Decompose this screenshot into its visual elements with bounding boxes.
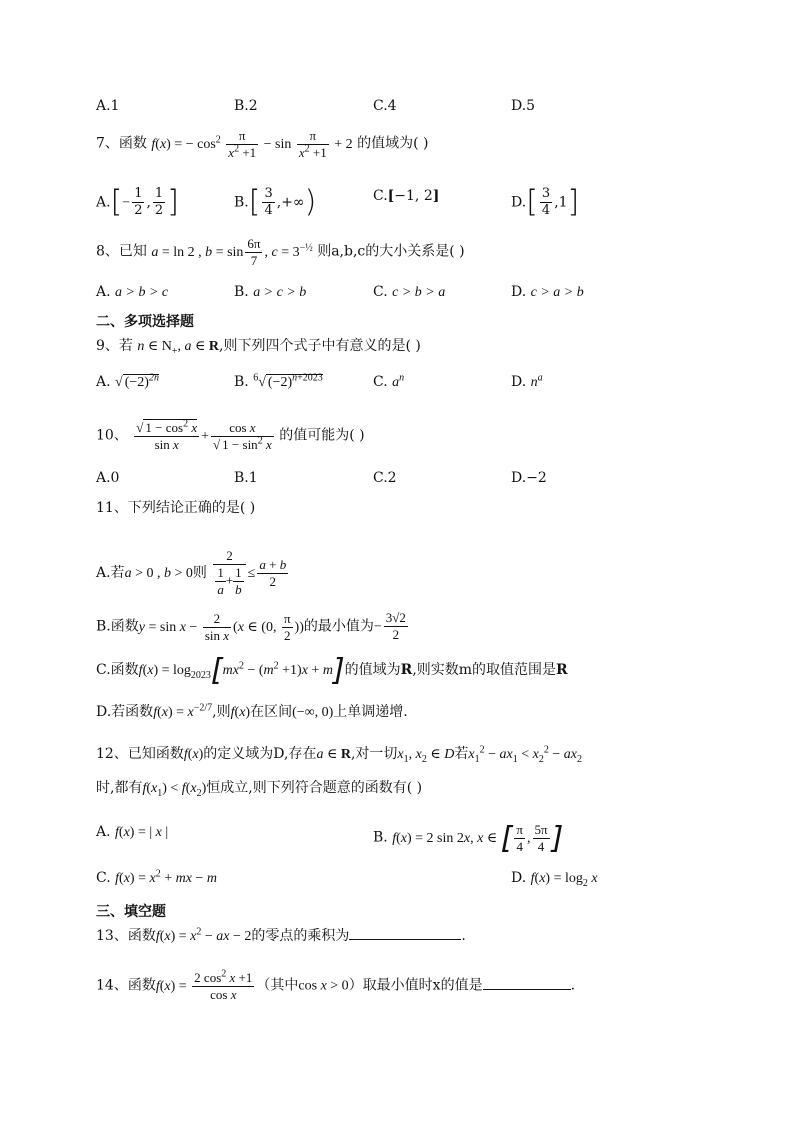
q11-d-mid: ,则 xyxy=(212,704,231,720)
q9-option-d-label: D. xyxy=(511,374,527,390)
q9-formula: n ∈ $N_+$, a ∈ R xyxy=(137,339,219,357)
q7-suffix: 的值域为( ) xyxy=(357,135,429,152)
q6-option-d: D.5 xyxy=(511,98,536,114)
q11-b-mid: 的最小值为 xyxy=(303,618,374,635)
q8-stem xyxy=(96,236,465,269)
q6-option-c: C.4 xyxy=(373,98,397,114)
q12-line2-prefix: 时,都有 xyxy=(96,780,143,796)
q8-option-d-label: D. xyxy=(511,284,527,300)
q8-formula: a = ln 2 , b = sin $\frac{6\pi}{7}$ , $c = 3^{-\frac{1}{2}}$ xyxy=(151,236,313,268)
q9-option-a: A. √ $(-2)^{2n}$ xyxy=(96,372,159,390)
q8-option-b: B. a > c > b xyxy=(234,284,307,300)
q7-option-d: D.[ $\frac{3}{4}$ ,1] xyxy=(511,184,580,220)
q11-option-c: C.函数$f(x) = \log_{2023}[mx^2 - (m^2 +1)x + m]$的值域为R,则实数m的取值范围是R xyxy=(96,652,568,688)
q9-stem xyxy=(96,336,421,357)
q6-option-a: A.1 xyxy=(96,98,120,114)
q13-stem: 13、函数$f(x) = x^2$ − ax − 2的零点的乘积为 . xyxy=(96,926,466,944)
q8-suffix: 则a,b,c的大小关系是( ) xyxy=(317,243,465,260)
q11-option-b: B.函数y = sin x − $\frac{2}{\text{sin x}}$ (x ∈ (0, $\frac{\pi}{2}$ ))的最小值为− $\frac{3√2}{2}$ xyxy=(96,610,406,643)
q12-option-d: D. $f(x) = \log_2 x$ xyxy=(511,870,598,889)
q12-option-d-label: D. xyxy=(511,870,527,886)
q8-option-a-label: A. xyxy=(96,284,111,300)
q14-end: . xyxy=(570,977,576,994)
q10-option-b: B.1 xyxy=(234,470,258,486)
q12-option-c-label: C. xyxy=(96,870,111,886)
q10-option-d: D.−2 xyxy=(511,470,547,486)
q9-option-d: D. $n^a$ xyxy=(511,372,543,390)
q13-answer-blank[interactable] xyxy=(349,939,461,940)
q9-option-a-label: A. xyxy=(96,374,111,390)
q10-prefix: 10、 xyxy=(96,427,128,444)
q7-option-c-label: C. xyxy=(373,188,388,204)
q11-option-d: D.若函数$f(x) = x^{-2/7}$,则f(x)在区间(−∞, 0)上单调递增. xyxy=(96,702,408,720)
q11-a-prefix: A.若 xyxy=(96,565,125,581)
q10-option-c: C.2 xyxy=(373,470,397,486)
q12-mid2: ,对一切 xyxy=(350,746,398,762)
q11-a-mid: 则 xyxy=(192,565,207,581)
q12-option-b: B. f(x) = 2 sin 2x, x ∈ [ $\frac{\pi}{4}$ , $\frac{5\pi}{4}$ ] xyxy=(373,820,564,856)
q12-prefix: 12、已知函数 xyxy=(96,746,184,762)
q9-option-b: B. $^6$√ $(-2)^{n+2023}$ xyxy=(234,372,323,390)
q7-prefix: 7、函数 xyxy=(96,135,147,152)
q9-option-b-label: B. xyxy=(234,374,249,390)
q12-line2-suffix: 恒成立,则下列符合题意的函数有( ) xyxy=(206,780,423,796)
q10-stem xyxy=(96,420,365,453)
q13-prefix: 13、函数 xyxy=(96,928,156,944)
q10-suffix: 的值可能为( ) xyxy=(279,427,365,444)
q11-option-a: A.若a > 0 , b > 0则 2 $\frac{1}{a}$ + $\frac{1}{b}$ ≤ $\frac{a + b}{2}$ xyxy=(96,548,287,597)
q7-option-a-label: A. xyxy=(96,194,111,211)
q10-formula: $\frac{√ 1 - \cos^2 x}{\text{sin x}}$ + $\frac{\text{cos x}}{√ 1 - \sin^2 x}$ xyxy=(136,418,272,452)
q8-option-d: D. c > a > b xyxy=(511,284,584,300)
q11-d-mid2: 在区间 xyxy=(250,704,293,720)
q12-stem-line2: 时,都有$f(x_1) < f(x_2)$恒成立,则下列符合题意的函数有( ) xyxy=(96,780,423,799)
q7-formula: f(x) = − $\cos^2$ $\frac{\pi}{x^2 +1}$ − sin $\frac{\pi}{x^2 +1}$ + 2 xyxy=(151,128,353,160)
section-2-heading: 二、多项选择题 xyxy=(96,314,194,330)
q9-suffix: ,则下列四个式子中有意义的是( ) xyxy=(219,338,421,354)
q11-stem: 11、下列结论正确的是( ) xyxy=(96,500,256,516)
q6-option-b: B.2 xyxy=(234,98,258,114)
q11-c-prefix: C.函数 xyxy=(96,662,139,678)
q11-c-mid2: 则实数m的取值范围是 xyxy=(416,662,557,678)
q8-option-a: A. a > b > c xyxy=(96,284,169,300)
q11-b-prefix: B.函数 xyxy=(96,618,139,635)
q7-option-d-label: D. xyxy=(511,194,527,211)
q8-option-b-label: B. xyxy=(234,284,249,300)
q10-option-d-label: D. xyxy=(511,470,527,486)
q7-option-c: C.[−1, 2] xyxy=(373,188,440,204)
q11-d-suffix: 上单调递增. xyxy=(333,704,408,720)
q7-option-b: B.[ $\frac{3}{4}$ ,+∞) xyxy=(234,184,317,220)
q14-answer-blank[interactable] xyxy=(483,989,571,990)
q13-suffix: 的零点的乘积为 xyxy=(251,928,350,944)
q12-option-a: A. f(x) = | x | xyxy=(96,824,169,840)
q9-option-c: C. $a^n$ xyxy=(373,372,405,390)
q14-prefix: 14、函数 xyxy=(96,977,156,994)
q7-option-b-label: B. xyxy=(234,194,249,211)
q9-prefix: 9、若 xyxy=(96,338,133,354)
q8-option-c-label: C. xyxy=(373,284,388,300)
q11-c-mid: 的值域为 xyxy=(344,662,401,678)
q12-option-c: C. $f(x) = x^2$ + mx − m xyxy=(96,868,217,886)
q12-stem-line1: 12、已知函数f(x)的定义域为D,存在a ∈ R,对一切$x_1$, $x_2$ ∈ D若$x_1^2 - ax_1 < x_2^2 - ax_2$ xyxy=(96,744,582,765)
q9-option-c-label: C. xyxy=(373,374,388,390)
q14-mid: （其中 xyxy=(256,977,299,994)
q12-option-a-label: A. xyxy=(96,824,111,840)
q8-option-c: C. c > b > a xyxy=(373,284,446,300)
q7-option-a: A.[− $\frac{1}{2}$ , $\frac{1}{2}$ ] xyxy=(96,184,179,220)
q14-stem: 14、函数f(x) = $\frac{2 \cos^2 x +1}{\text{cos x}}$ （其中cos x > 0）取最小值时x的值是 . xyxy=(96,968,576,1002)
section-3-heading: 三、填空题 xyxy=(96,904,166,920)
q10-option-a: A.0 xyxy=(96,470,120,486)
q12-option-b-label: B. xyxy=(373,829,388,846)
q14-mid2: ）取最小值时x的值是 xyxy=(348,977,483,994)
q8-prefix: 8、已知 xyxy=(96,243,147,260)
q12-mid3: 若 xyxy=(454,746,469,762)
q13-end: . xyxy=(461,928,466,944)
q12-mid: 的定义域为D,存在 xyxy=(203,746,317,762)
q11-d-prefix: D.若函数 xyxy=(96,704,154,720)
q7-stem xyxy=(96,128,429,161)
